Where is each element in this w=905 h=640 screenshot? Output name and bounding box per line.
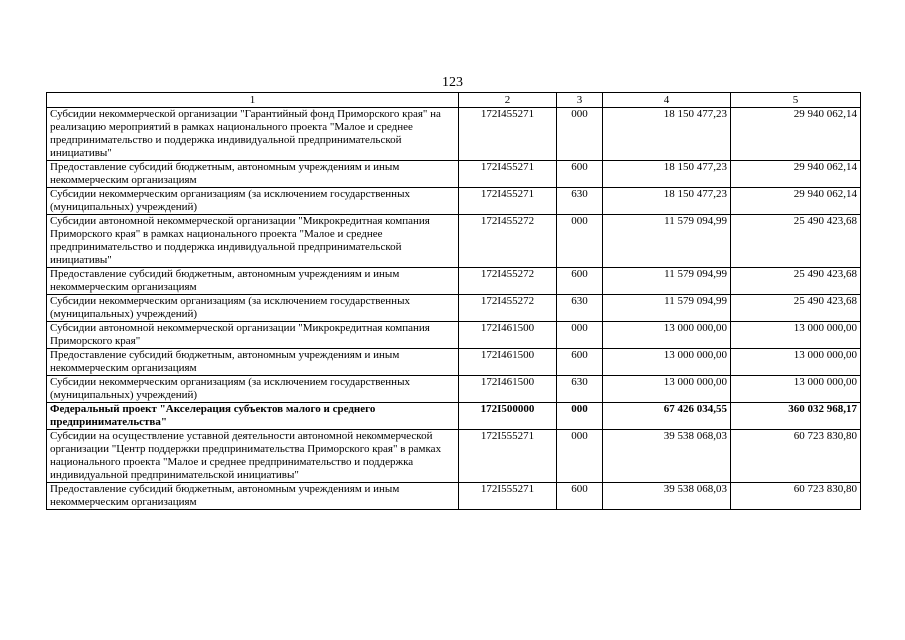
- row-amount-col5: 25 490 423,68: [731, 295, 861, 322]
- row-amount-col4: 13 000 000,00: [603, 376, 731, 403]
- row-target-code: 172I500000: [459, 403, 557, 430]
- row-amount-col5: 60 723 830,80: [731, 430, 861, 483]
- row-amount-col4: 39 538 068,03: [603, 430, 731, 483]
- row-expense-type: 630: [557, 376, 603, 403]
- row-amount-col4: 39 538 068,03: [603, 483, 731, 510]
- row-target-code: 172I455272: [459, 295, 557, 322]
- header-col-5: 5: [731, 93, 861, 108]
- row-description: Предоставление субсидий бюджетным, автономным учреждениям и иным некоммерческим организациям: [47, 161, 459, 188]
- row-target-code: 172I455271: [459, 161, 557, 188]
- row-target-code: 172I455272: [459, 268, 557, 295]
- row-amount-col5: 60 723 830,80: [731, 483, 861, 510]
- row-expense-type: 630: [557, 295, 603, 322]
- row-amount-col4: 18 150 477,23: [603, 188, 731, 215]
- row-amount-col4: 13 000 000,00: [603, 322, 731, 349]
- table-row: [47, 430, 861, 483]
- row-description: Субсидии некоммерческой организации "Гарантийный фонд Приморского края" на реализацию мероприятий в рамках национального проекта "Малое и среднее предпринимательство и поддержка индивидуальной предпринимательской инициативы": [47, 108, 459, 161]
- row-description: Субсидии некоммерческим организациям (за исключением государственных (муниципальных) учреждений): [47, 376, 459, 403]
- row-description: Субсидии автономной некоммерческой организации "Микрокредитная компания Приморского края" в рамках национального проекта "Малое и среднее предпринимательство и поддержка индивидуальной предпринимательской инициативы": [47, 215, 459, 268]
- row-amount-col5: 29 940 062,14: [731, 188, 861, 215]
- table-row: [47, 188, 861, 215]
- row-amount-col5: 13 000 000,00: [731, 376, 861, 403]
- row-description: Федеральный проект "Акселерация субъектов малого и среднего предпринимательства": [47, 403, 459, 430]
- row-expense-type: 000: [557, 403, 603, 430]
- table-row: [47, 322, 861, 349]
- row-amount-col5: 29 940 062,14: [731, 161, 861, 188]
- row-expense-type: 000: [557, 108, 603, 161]
- table-row: [47, 161, 861, 188]
- row-target-code: 172I461500: [459, 349, 557, 376]
- row-target-code: 172I455271: [459, 188, 557, 215]
- row-amount-col4: 67 426 034,55: [603, 403, 731, 430]
- row-target-code: 172I555271: [459, 430, 557, 483]
- row-description: Предоставление субсидий бюджетным, автономным учреждениям и иным некоммерческим организациям: [47, 483, 459, 510]
- page-number: 123: [442, 75, 463, 90]
- row-amount-col5: 13 000 000,00: [731, 349, 861, 376]
- table-header-row: [47, 93, 861, 108]
- row-amount-col5: 25 490 423,68: [731, 215, 861, 268]
- row-target-code: 172I455271: [459, 108, 557, 161]
- table-row: [47, 349, 861, 376]
- row-description: Предоставление субсидий бюджетным, автономным учреждениям и иным некоммерческим организациям: [47, 349, 459, 376]
- row-amount-col4: 13 000 000,00: [603, 349, 731, 376]
- row-amount-col4: 11 579 094,99: [603, 295, 731, 322]
- row-target-code: 172I555271: [459, 483, 557, 510]
- row-expense-type: 600: [557, 483, 603, 510]
- table-row: [47, 215, 861, 268]
- header-col-1: 1: [47, 93, 459, 108]
- row-expense-type: 600: [557, 268, 603, 295]
- row-expense-type: 000: [557, 322, 603, 349]
- table-row: [47, 376, 861, 403]
- row-description: Субсидии некоммерческим организациям (за исключением государственных (муниципальных) учреждений): [47, 188, 459, 215]
- row-amount-col4: 18 150 477,23: [603, 161, 731, 188]
- row-amount-col5: 13 000 000,00: [731, 322, 861, 349]
- table-row: [47, 108, 861, 161]
- row-target-code: 172I455272: [459, 215, 557, 268]
- table-row: [47, 268, 861, 295]
- row-expense-type: 630: [557, 188, 603, 215]
- row-target-code: 172I461500: [459, 322, 557, 349]
- row-amount-col5: 29 940 062,14: [731, 108, 861, 161]
- row-expense-type: 600: [557, 349, 603, 376]
- row-expense-type: 600: [557, 161, 603, 188]
- header-col-4: 4: [603, 93, 731, 108]
- table-row: [47, 483, 861, 510]
- table-row: [47, 403, 861, 430]
- row-amount-col4: 11 579 094,99: [603, 215, 731, 268]
- row-amount-col5: 360 032 968,17: [731, 403, 861, 430]
- table-row: [47, 295, 861, 322]
- row-description: Предоставление субсидий бюджетным, автономным учреждениям и иным некоммерческим организациям: [47, 268, 459, 295]
- row-amount-col5: 25 490 423,68: [731, 268, 861, 295]
- budget-table: [46, 92, 861, 510]
- row-description: Субсидии на осуществление уставной деятельности автономной некоммерческой организации "Центр поддержки предпринимательства Приморского края" в рамках национального проекта "Малое и среднее предпринимательство и поддержка индивидуальной предпринимательской инициативы": [47, 430, 459, 483]
- table-body: [47, 108, 861, 510]
- row-expense-type: 000: [557, 430, 603, 483]
- header-col-3: 3: [557, 93, 603, 108]
- row-expense-type: 000: [557, 215, 603, 268]
- header-col-2: 2: [459, 93, 557, 108]
- row-amount-col4: 18 150 477,23: [603, 108, 731, 161]
- row-description: Субсидии некоммерческим организациям (за исключением государственных (муниципальных) учреждений): [47, 295, 459, 322]
- row-target-code: 172I461500: [459, 376, 557, 403]
- row-amount-col4: 11 579 094,99: [603, 268, 731, 295]
- row-description: Субсидии автономной некоммерческой организации "Микрокредитная компания Приморского края": [47, 322, 459, 349]
